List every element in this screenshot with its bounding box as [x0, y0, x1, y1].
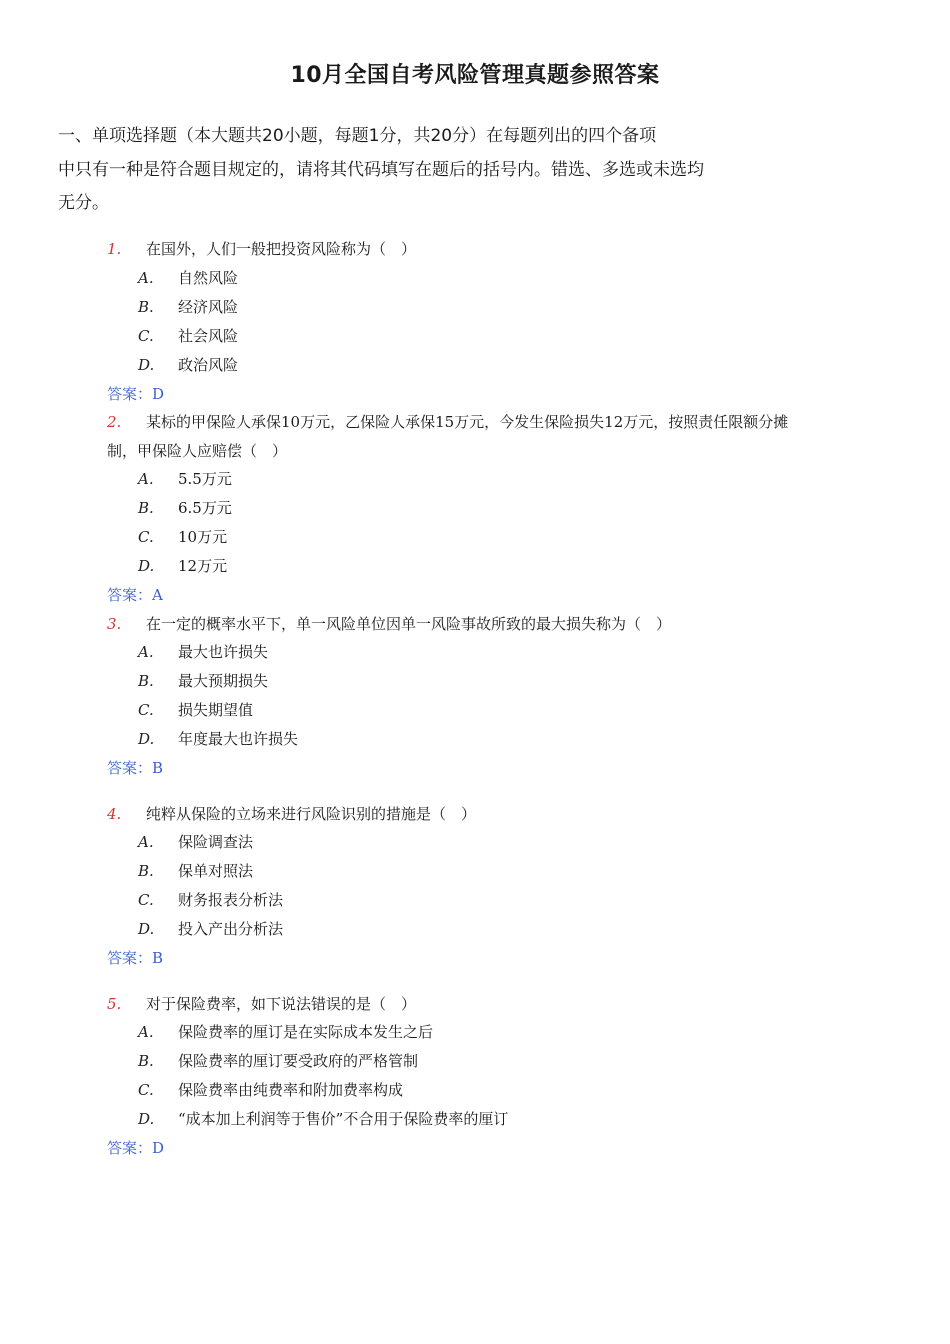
question-3	[0, 610, 950, 783]
option-a	[0, 828, 950, 857]
option-c	[0, 523, 950, 552]
option-text: 损失期望值	[178, 701, 254, 719]
question-stem	[0, 235, 807, 264]
question-number: 1.	[107, 240, 122, 258]
option-text: 年度最大也许损失	[178, 730, 299, 748]
intro-line: 无分。	[58, 193, 109, 213]
option-text: 最大也许损失	[178, 643, 269, 661]
question-text: 在一定的概率水平下，单一风险单位因单一风险事故所致的最大损失称为（ ）	[146, 614, 672, 633]
option-letter: D.	[138, 920, 155, 938]
option-c	[0, 322, 950, 351]
answer-line: 答案：D	[107, 1139, 165, 1157]
option-text: 12万元	[178, 557, 228, 575]
option-text: 保险费率的厘订是在实际成本发生之后	[178, 1023, 434, 1041]
option-d	[0, 552, 950, 581]
question-number: 2.	[107, 413, 122, 431]
option-text: 投入产出分析法	[178, 920, 284, 938]
option-a	[0, 264, 950, 293]
question-text: 纯粹从保险的立场来进行风险识别的措施是（ ）	[146, 804, 477, 823]
intro-line: 中只有一种是符合题目规定的，请将其代码填写在题后的括号内。错选、多选或未选均	[58, 159, 704, 180]
question-stem	[0, 408, 807, 465]
option-a	[0, 1018, 950, 1047]
option-text: 5.5万元	[178, 470, 232, 488]
option-letter: D.	[138, 355, 155, 374]
option-a	[0, 465, 950, 494]
question-text: 某标的甲保险人承保10万元，乙保险人承保15万元，今发生保险损失12万元，按照责任限额分摊制，甲保险人应赔偿（ ）	[107, 413, 789, 460]
option-d	[0, 1105, 950, 1134]
option-letter: A.	[138, 268, 154, 287]
option-letter: A.	[138, 470, 154, 488]
option-text: 社会风险	[178, 326, 239, 345]
question-1	[0, 235, 950, 408]
question-stem	[0, 610, 807, 639]
option-text: 保单对照法	[178, 862, 254, 880]
question-5	[0, 990, 950, 1163]
option-b	[0, 1047, 950, 1076]
option-b	[0, 857, 950, 886]
option-d	[0, 351, 950, 380]
answer-line: 答案：A	[107, 586, 163, 604]
option-letter: A.	[138, 1023, 154, 1041]
question-number: 4.	[107, 804, 122, 823]
intro-line: 一、单项选择题（本大题共20小题，每题1分，共20分）在每题列出的四个备项	[58, 126, 657, 146]
option-text: 自然风险	[178, 268, 239, 287]
option-text: 保险费率的厘订要受政府的严格管制	[178, 1052, 419, 1070]
option-text: 10万元	[178, 528, 228, 546]
section-intro	[58, 120, 798, 221]
option-d	[0, 915, 950, 944]
option-letter: B.	[138, 1052, 154, 1070]
spacer	[0, 783, 950, 800]
option-c	[0, 1076, 950, 1105]
option-c	[0, 696, 950, 725]
question-stem	[0, 800, 807, 829]
question-number: 5.	[107, 994, 122, 1013]
option-b	[0, 293, 950, 322]
option-b	[0, 494, 950, 523]
option-letter: A.	[138, 833, 154, 851]
option-letter: B.	[138, 862, 154, 880]
answer-line: 答案：B	[107, 949, 164, 967]
question-list	[0, 235, 950, 1163]
option-letter: B.	[138, 297, 154, 316]
option-text: 政治风险	[178, 355, 239, 374]
option-d	[0, 725, 950, 754]
option-letter: C.	[138, 701, 154, 719]
option-text: “成本加上利润等于售价”不合用于保险费率的厘订	[178, 1110, 509, 1128]
spacer	[0, 973, 950, 990]
option-letter: C.	[138, 528, 154, 546]
question-stem	[0, 990, 807, 1019]
option-text: 保险调查法	[178, 833, 254, 851]
answer-line: 答案：D	[107, 384, 165, 403]
option-letter: D.	[138, 557, 155, 575]
option-letter: D.	[138, 1110, 155, 1128]
question-text: 对于保险费率，如下说法错误的是（ ）	[146, 994, 417, 1013]
option-letter: B.	[138, 499, 154, 517]
answer-line: 答案：B	[107, 759, 164, 777]
option-a	[0, 638, 950, 667]
option-letter: C.	[138, 1081, 154, 1099]
option-letter: C.	[138, 891, 154, 909]
page-title: 10月全国自考风险管理真题参照答案	[290, 63, 660, 88]
question-number: 3.	[107, 614, 122, 633]
question-2	[0, 408, 950, 610]
option-letter: D.	[138, 730, 155, 748]
option-letter: C.	[138, 326, 154, 345]
question-4	[0, 800, 950, 973]
option-text: 保险费率由纯费率和附加费率构成	[178, 1081, 404, 1099]
option-text: 经济风险	[178, 297, 239, 316]
option-c	[0, 886, 950, 915]
question-text: 在国外，人们一般把投资风险称为（ ）	[146, 240, 417, 258]
option-text: 财务报表分析法	[178, 891, 284, 909]
option-text: 最大预期损失	[178, 672, 269, 690]
option-b	[0, 667, 950, 696]
option-letter: A.	[138, 643, 154, 661]
option-text: 6.5万元	[178, 499, 232, 517]
option-letter: B.	[138, 672, 154, 690]
